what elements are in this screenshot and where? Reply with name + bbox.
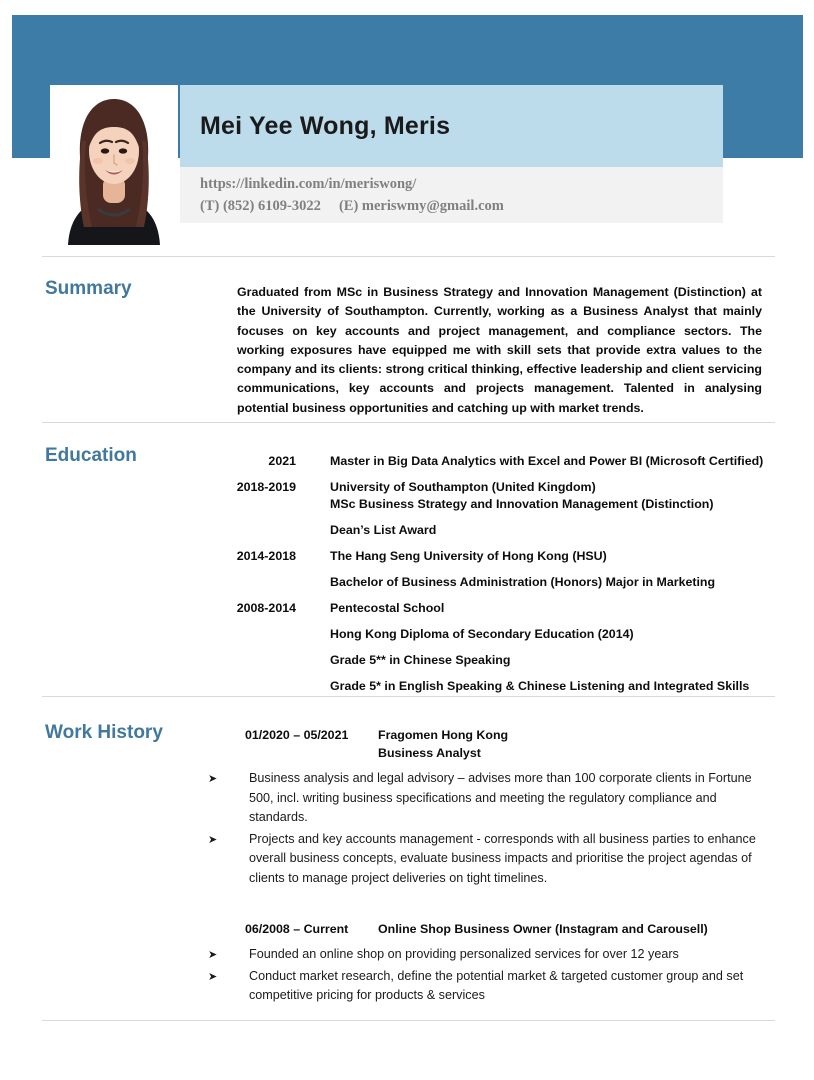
summary-heading: Summary: [45, 278, 132, 299]
arrow-bullet-icon: ➤: [208, 772, 218, 785]
education-detail-line: The Hang Seng University of Hong Kong (HSU): [330, 549, 607, 563]
education-date: 2014-2018: [236, 549, 296, 563]
job-role: Business Analyst: [378, 746, 481, 760]
work-history-heading: Work History: [45, 722, 163, 743]
education-detail-line: Hong Kong Diploma of Secondary Education (2014): [330, 627, 634, 641]
job-bullet-text: Conduct market research, define the potential market & targeted customer group and set competitive pricing for products & services: [249, 968, 744, 1002]
education-entry: [0, 600, 814, 695]
education-heading: Education: [45, 445, 137, 466]
arrow-bullet-icon: ➤: [208, 832, 218, 846]
summary-body: Graduated from MSc in Business Strategy and Innovation Management (Distinction) at the University of Southampton. Currently, working as a Business Analyst that mainly focuses on key accounts and project management, and compliance sectors. The working exposures have equipped me with skill sets that provide extra values to the company and its clients: strong critical thinking, effective leadership and client servicing communications, key accounts and projects management. Talented in analysing potential business opportunities and catching up with market trends.: [237, 285, 762, 415]
education-entry: [0, 453, 814, 470]
divider-after-summary: [42, 422, 775, 423]
job-bullet-text: Founded an online shop on providing personalized services for over 12 years: [249, 947, 679, 961]
avatar: [50, 85, 178, 245]
education-detail-line: University of Southampton (United Kingdom): [330, 480, 596, 494]
job-entry: [0, 726, 814, 888]
job-company: Online Shop Business Owner (Instagram and Carousell): [378, 922, 708, 936]
job-bullet: [0, 967, 814, 1006]
divider-after-education: [42, 696, 775, 697]
job-dates: 01/2020 – 05/2021: [245, 728, 349, 742]
education-detail-line: Grade 5** in Chinese Speaking: [330, 653, 511, 667]
education-detail-line: Master in Big Data Analytics with Excel and Power BI (Microsoft Certified): [330, 454, 764, 468]
job-bullet: [0, 945, 814, 965]
education-detail-line: Grade 5* in English Speaking & Chinese Listening and Integrated Skills: [330, 679, 750, 693]
phone-email-line: (T) (852) 6109-3022 (E) meriswmy@gmail.com: [200, 198, 504, 214]
job-company-role: [378, 920, 708, 938]
job-dates: 06/2008 – Current: [245, 922, 349, 936]
education-date: 2008-2014: [236, 601, 296, 615]
job-spacer: [0, 890, 814, 920]
job-bullet-text: Projects and key accounts management - corresponds with all business parties to enhance overall business concepts, evaluate business impacts and prioritise the project agendas of clients to manage project deliveries on tight timelines.: [249, 831, 756, 885]
page-title: Mei Yee Wong, Meris: [200, 111, 451, 140]
job-entry: [0, 920, 814, 1006]
work-history-list: [0, 726, 814, 1008]
job-company: Fragomen Hong Kong: [378, 728, 509, 742]
education-list: [0, 453, 814, 704]
education-date: 2021: [268, 454, 296, 468]
education-detail-line: Pentecostal School: [330, 601, 445, 615]
education-detail-line: Dean’s List Award: [330, 523, 437, 537]
name-band: [180, 85, 723, 167]
education-entry: [0, 479, 814, 539]
job-bullets: [0, 769, 814, 888]
education-date: 2018-2019: [236, 480, 296, 494]
education-detail-line: MSc Business Strategy and Innovation Management (Distinction): [330, 497, 714, 511]
education-detail-line: Bachelor of Business Administration (Honors) Major in Marketing: [330, 575, 716, 589]
job-company-role: [378, 726, 508, 762]
arrow-bullet-icon: ➤: [208, 969, 218, 983]
linkedin-url[interactable]: https://linkedin.com/in/meriswong/: [200, 176, 417, 192]
divider-after-header: [42, 256, 775, 257]
portrait-photo-icon: [50, 85, 178, 245]
education-entry: [0, 548, 814, 591]
divider-bottom: [42, 1020, 775, 1021]
job-header: [245, 726, 814, 762]
contact-band: [180, 167, 723, 223]
education-details: [330, 479, 713, 539]
job-bullet-text: Business analysis and legal advisory – advises more than 100 corporate clients in Fortune 500, incl. writing business specifications and meeting the regulatory compliance and standards.: [249, 771, 752, 824]
job-bullets: [0, 945, 814, 1006]
education-details: [330, 453, 763, 470]
job-header: [245, 920, 814, 938]
education-details: [330, 600, 749, 695]
job-bullet: [0, 830, 814, 889]
arrow-bullet-icon: ➤: [208, 948, 218, 961]
job-bullet: [0, 769, 814, 828]
education-details: [330, 548, 715, 591]
